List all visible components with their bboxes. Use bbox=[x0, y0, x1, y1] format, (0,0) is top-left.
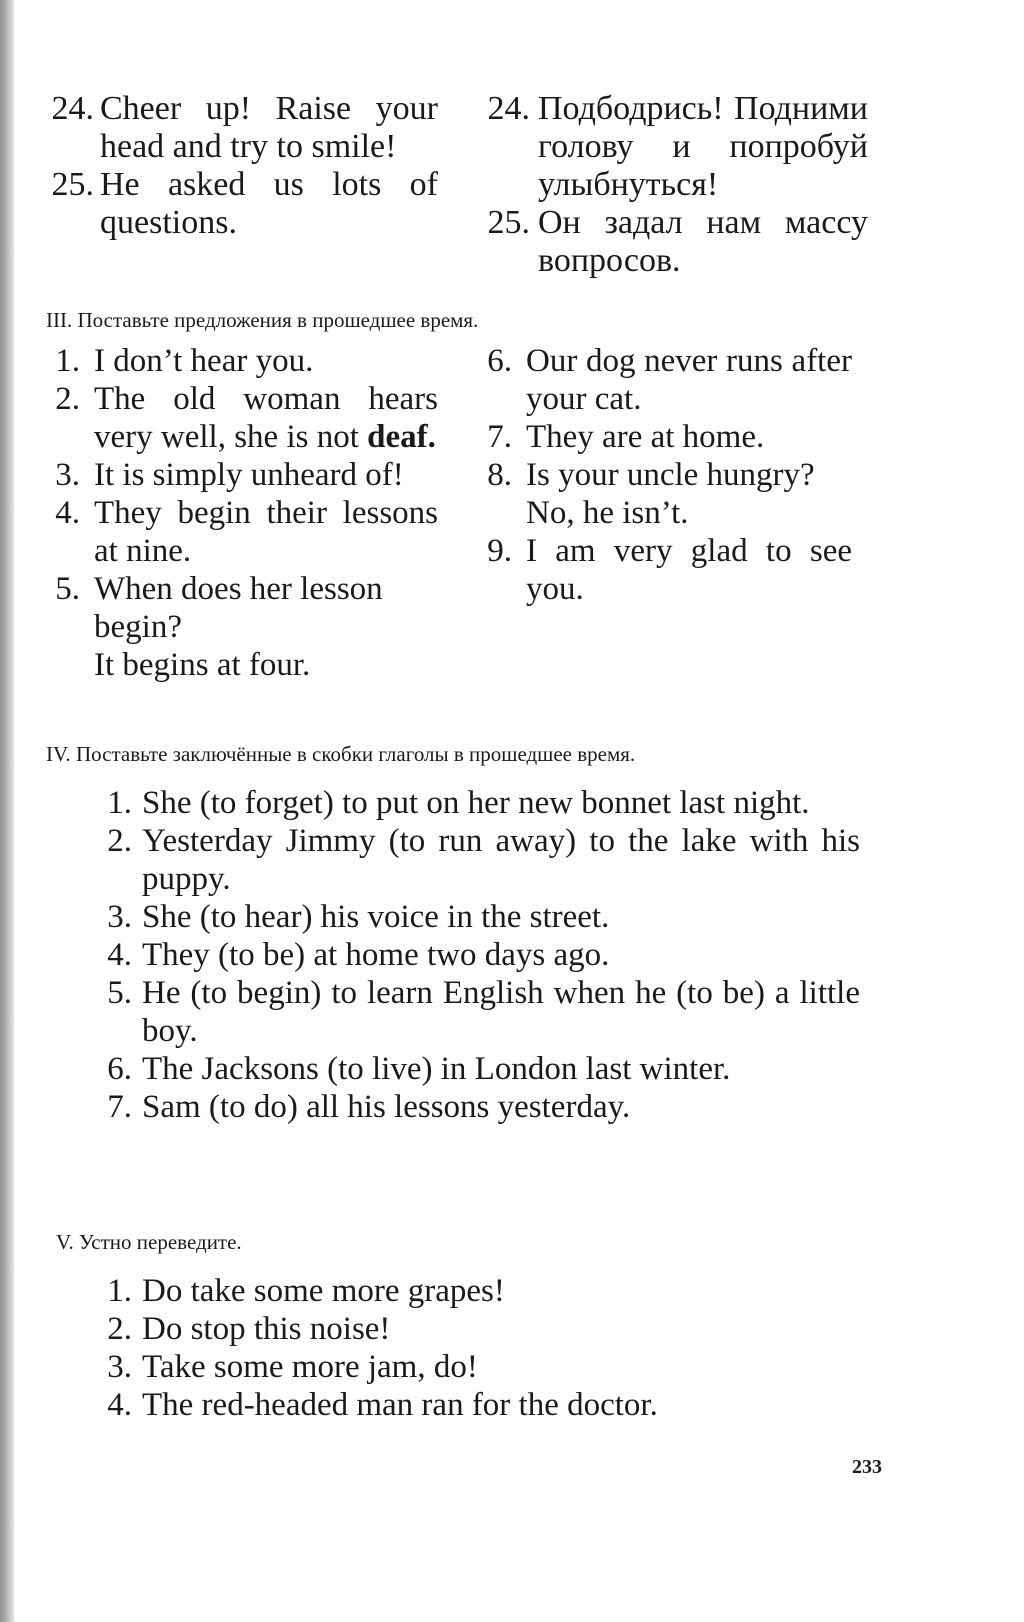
item-text: The red-headed man ran for the doctor. bbox=[142, 1387, 658, 1423]
item-number: 5. bbox=[55, 571, 80, 607]
list-item bbox=[96, 822, 860, 898]
list-item bbox=[472, 532, 852, 608]
item-number: 1. bbox=[107, 785, 132, 821]
item-number: 2. bbox=[107, 823, 132, 859]
list-item bbox=[38, 90, 438, 166]
translation-pairs bbox=[38, 90, 874, 280]
item-number: 24. bbox=[487, 90, 530, 127]
list-item bbox=[40, 494, 438, 570]
list-item bbox=[96, 898, 860, 936]
item-text: Подбодрись! Подними голову и попробуй улыбнуться! bbox=[538, 90, 868, 203]
item-number: 5. bbox=[107, 975, 132, 1011]
list-item bbox=[96, 936, 860, 974]
item-text: She (to hear) his voice in the street. bbox=[142, 899, 610, 935]
item-text: I am very glad to see you. bbox=[526, 533, 852, 607]
section-4-exercise bbox=[96, 784, 860, 1126]
item-text: They (to be) at home two days ago. bbox=[142, 937, 610, 973]
list-item bbox=[472, 90, 868, 204]
item-number: 4. bbox=[107, 937, 132, 973]
list-item bbox=[472, 204, 868, 280]
book-binding-shadow bbox=[0, 0, 14, 1622]
item-text: They begin their lessons at nine. bbox=[94, 495, 438, 569]
section-heading: V. Устно переведите. bbox=[56, 1230, 242, 1254]
list-item bbox=[96, 974, 860, 1050]
list-item bbox=[96, 1310, 860, 1348]
item-number: 8. bbox=[487, 457, 512, 493]
list-item bbox=[96, 1088, 860, 1126]
item-text: Do take some more grapes! bbox=[142, 1273, 505, 1309]
item-text: The old woman hears very well, she is not bbox=[94, 381, 438, 455]
item-number: 1. bbox=[107, 1273, 132, 1309]
item-number: 3. bbox=[107, 899, 132, 935]
list-item bbox=[40, 342, 438, 380]
item-number: 6. bbox=[107, 1051, 132, 1087]
item-number: 3. bbox=[107, 1349, 132, 1385]
item-number: 2. bbox=[55, 381, 80, 417]
list-item bbox=[472, 342, 852, 418]
item-number: 25. bbox=[51, 166, 94, 203]
item-text: Our dog never runs after your cat. bbox=[526, 343, 852, 417]
item-text: Yesterday Jimmy (to run away) to the lake with his puppy. bbox=[142, 823, 860, 897]
item-number: 2. bbox=[107, 1311, 132, 1347]
section-heading: III. Поставьте предложения в прошедшее время. bbox=[46, 308, 479, 332]
left-column bbox=[40, 342, 438, 684]
item-number: 7. bbox=[487, 419, 512, 455]
list-item bbox=[96, 784, 860, 822]
item-text: She (to forget) to put on her new bonnet last night. bbox=[142, 785, 810, 821]
item-text: I don’t hear you. bbox=[94, 343, 314, 379]
item-text: It is simply unheard of! bbox=[94, 457, 404, 493]
item-text: Sam (to do) all his lessons yesterday. bbox=[142, 1089, 631, 1125]
item-number: 3. bbox=[55, 457, 80, 493]
item-number: 4. bbox=[55, 495, 80, 531]
item-text-bold: deaf. bbox=[367, 419, 436, 455]
russian-column bbox=[472, 90, 868, 280]
item-text: They are at home. bbox=[526, 419, 765, 455]
english-column bbox=[38, 90, 438, 280]
item-text: When does her lesson begin? bbox=[94, 571, 383, 645]
list-item bbox=[38, 166, 438, 242]
item-number: 7. bbox=[107, 1089, 132, 1125]
item-number: 9. bbox=[487, 533, 512, 569]
list-item bbox=[96, 1050, 860, 1088]
list-item bbox=[96, 1386, 860, 1424]
item-text: Is your uncle hungry? bbox=[526, 457, 815, 493]
item-number: 6. bbox=[487, 343, 512, 379]
item-text: He (to begin) to learn English when he (to be) a little boy. bbox=[142, 975, 860, 1049]
item-text: Он задал нам массу вопросов. bbox=[538, 204, 868, 279]
item-answer: No, he isn’t. bbox=[526, 495, 689, 531]
list-item bbox=[472, 456, 852, 532]
page-number: 233 bbox=[852, 1456, 882, 1478]
list-item bbox=[96, 1348, 860, 1386]
list-item bbox=[40, 456, 438, 494]
list-item bbox=[40, 570, 438, 684]
section-5-exercise bbox=[96, 1272, 860, 1424]
item-text: Do stop this noise! bbox=[142, 1311, 391, 1347]
list-item bbox=[472, 418, 852, 456]
item-number: 25. bbox=[487, 204, 530, 241]
item-number: 4. bbox=[107, 1387, 132, 1423]
list-item bbox=[96, 1272, 860, 1310]
section-3-exercise bbox=[40, 342, 870, 684]
item-number: 24. bbox=[51, 90, 94, 127]
item-text: The Jacksons (to live) in London last winter. bbox=[142, 1051, 731, 1087]
item-number: 1. bbox=[55, 343, 80, 379]
list-item bbox=[40, 380, 438, 456]
item-text: He asked us lots of questions. bbox=[100, 166, 438, 241]
right-column bbox=[472, 342, 852, 684]
item-answer: It begins at four. bbox=[94, 647, 311, 683]
item-text: Cheer up! Raise your head and try to smile! bbox=[100, 90, 438, 165]
item-text: Take some more jam, do! bbox=[142, 1349, 478, 1385]
section-heading: IV. Поставьте заключённые в скобки глаголы в прошедшее время. bbox=[46, 742, 636, 766]
